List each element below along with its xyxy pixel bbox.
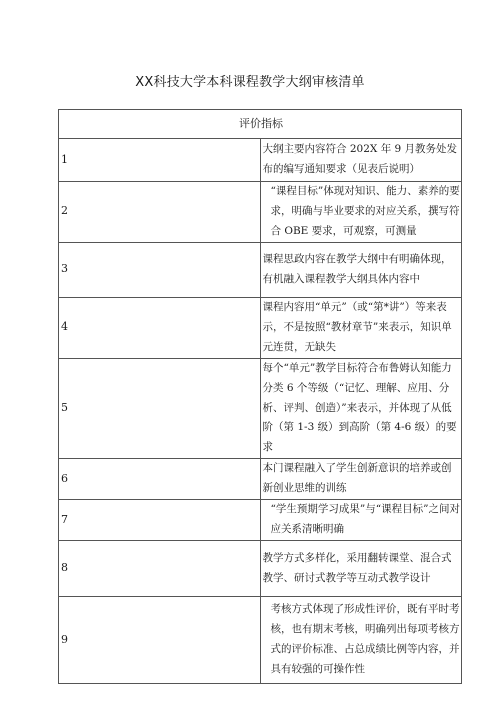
page-title: XX科技大学本科课程教学大纲审核清单 — [135, 75, 365, 90]
row-number: 9 — [59, 597, 261, 684]
row-text: 每个“单元”教学目标符合布鲁姆认知能力分类 6 个等级（“记忆、理解、应用、分析、评判、创造）”来表示，并体现了从低阶（第 1-3 级）到高阶（第 4-6 级）的要求 — [260, 358, 462, 459]
row-text: 课程内容用“单元”（或“第*讲”）等来表示，不是按照“教材章节”来表示，知识单元连贯，无缺失 — [260, 297, 462, 358]
row-text: “学生预期学习成果”与“课程目标”之间对应关系清晰明确 — [260, 500, 462, 541]
table-row — [59, 459, 462, 500]
row-text: 课程思政内容在教学大纲中有明确体现，有机融入课程教学大纲具体内容中 — [260, 242, 462, 297]
table-header-row — [59, 110, 462, 139]
table-row — [59, 358, 462, 459]
row-text: 本门课程融入了学生创新意识的培养或创新创业思维的训练 — [260, 459, 462, 500]
table-row — [59, 242, 462, 297]
row-number: 5 — [59, 358, 261, 459]
row-number: 8 — [59, 541, 261, 597]
row-number: 7 — [59, 500, 261, 541]
table-row — [59, 541, 462, 597]
row-text: 教学方式多样化，采用翻转课堂、混合式教学、研讨式教学等互动式教学设计 — [260, 541, 462, 597]
review-checklist-table — [58, 109, 462, 684]
row-text: “课程目标”体现对知识、能力、素养的要求，明确与毕业要求的对应关系，撰写符合 OBE 要求，可观察，可测量 — [260, 182, 462, 243]
table-row — [59, 182, 462, 243]
row-number: 1 — [59, 139, 261, 182]
table-row — [59, 139, 462, 182]
table-row — [59, 597, 462, 684]
table-row — [59, 500, 462, 541]
row-number: 3 — [59, 242, 261, 297]
header-cell: 评价指标 — [59, 110, 462, 139]
row-text: 大纲主要内容符合 202X 年 9 月教务处发布的编写通知要求（见表后说明） — [260, 139, 462, 182]
row-number: 4 — [59, 297, 261, 358]
table-row — [59, 297, 462, 358]
row-number: 2 — [59, 182, 261, 243]
row-number: 6 — [59, 459, 261, 500]
row-text: 考核方式体现了形成性评价，既有平时考核，也有期末考核，明确列出每项考核方式的评价标准、占总成绩比例等内容，并具有较强的可操作性 — [260, 597, 462, 684]
